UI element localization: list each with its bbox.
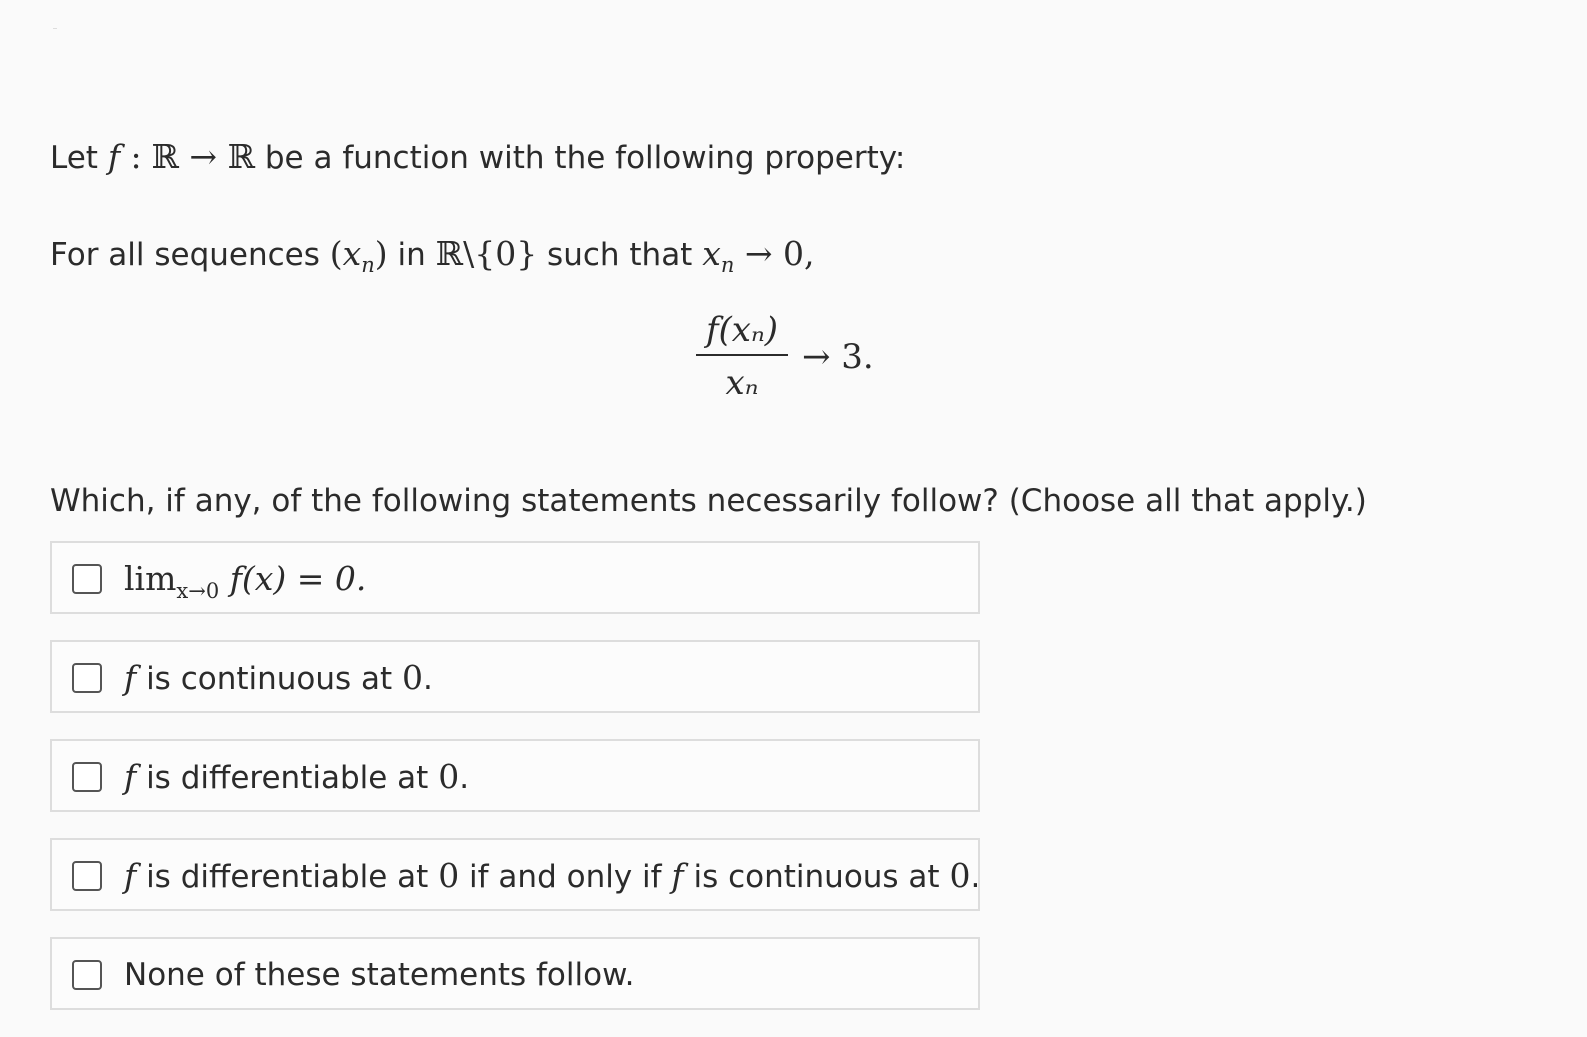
zero-value: 0 (402, 658, 424, 697)
limit-subscript-arrow: x→0 (176, 579, 220, 603)
sequence-condition (50, 230, 814, 289)
choice-option-3[interactable] (50, 739, 980, 812)
zero-value: 0 (438, 757, 460, 796)
choice-option-1[interactable] (50, 541, 980, 614)
such-that-text: such that (537, 237, 703, 273)
choice-option-4[interactable] (50, 838, 980, 911)
continuous-text: is continuous at (683, 859, 950, 895)
maps-to-arrow: → (178, 137, 228, 176)
sentence-end: . (459, 760, 470, 796)
domain-symbol: ℝ (151, 137, 179, 176)
function-symbol: f (107, 137, 121, 176)
second-function-symbol: f (671, 856, 684, 895)
differentiable-text: is differentiable at (136, 760, 439, 796)
intro-suffix: be a function with the following property: (255, 140, 906, 176)
choice-text-3 (124, 753, 469, 801)
continuous-text: is continuous at (136, 661, 403, 697)
checkbox-option-1[interactable] (72, 564, 102, 594)
formula-fraction (696, 306, 788, 406)
choice-text-2 (124, 654, 433, 702)
checkbox-option-5[interactable] (72, 960, 102, 990)
choice-function-symbol: f (124, 856, 137, 895)
sequence-close-paren: ) (374, 234, 388, 273)
choice-function-symbol: f (124, 757, 137, 796)
iff-text: if and only if (459, 859, 672, 895)
choice-text-1 (124, 555, 366, 603)
choice-option-2[interactable] (50, 640, 980, 713)
zero-value: 0 (438, 856, 460, 895)
choice-text-5: None of these statements follow. (124, 957, 635, 993)
differentiable-text: is differentiable at (136, 859, 439, 895)
sequence-subscript: n (361, 253, 375, 277)
checkbox-option-3[interactable] (72, 762, 102, 792)
limit-x: x (702, 234, 721, 273)
choice-option-5[interactable] (50, 937, 980, 1010)
choice-text-4 (124, 852, 980, 900)
choice-function-symbol: f (124, 658, 137, 697)
problem-intro (50, 133, 905, 182)
fraction-bar (696, 354, 788, 356)
limit-word: lim (124, 559, 177, 598)
sequence-prefix: For all sequences (50, 237, 330, 273)
real-set-symbol: ℝ (435, 234, 464, 273)
limit-subscript: n (720, 253, 735, 277)
zero-value: 0 (949, 856, 971, 895)
set-minus-zero: \{0} (463, 234, 538, 273)
fraction-denominator: xₙ (725, 363, 759, 403)
sequence-open-paren: ( (329, 234, 343, 273)
decorative-mark (53, 28, 57, 29)
sequence-x: x (342, 234, 362, 273)
sequence-in-text: in (387, 237, 436, 273)
codomain-symbol: ℝ (227, 137, 256, 176)
limit-tail: → 0, (734, 234, 815, 273)
limit-expression: f(x) = 0. (219, 559, 367, 598)
question-text: Which, if any, of the following statements necessarily follow? (Choose all that apply.) (50, 483, 1367, 519)
sentence-end: . (423, 661, 433, 697)
function-colon: : (120, 137, 142, 176)
checkbox-option-2[interactable] (72, 663, 102, 693)
fraction-numerator: f(xₙ) (705, 310, 779, 350)
intro-prefix: Let (50, 140, 98, 176)
limit-formula (696, 306, 926, 414)
formula-limit-tail: → 3. (802, 337, 874, 377)
sentence-end: . (970, 859, 981, 895)
checkbox-option-4[interactable] (72, 861, 102, 891)
